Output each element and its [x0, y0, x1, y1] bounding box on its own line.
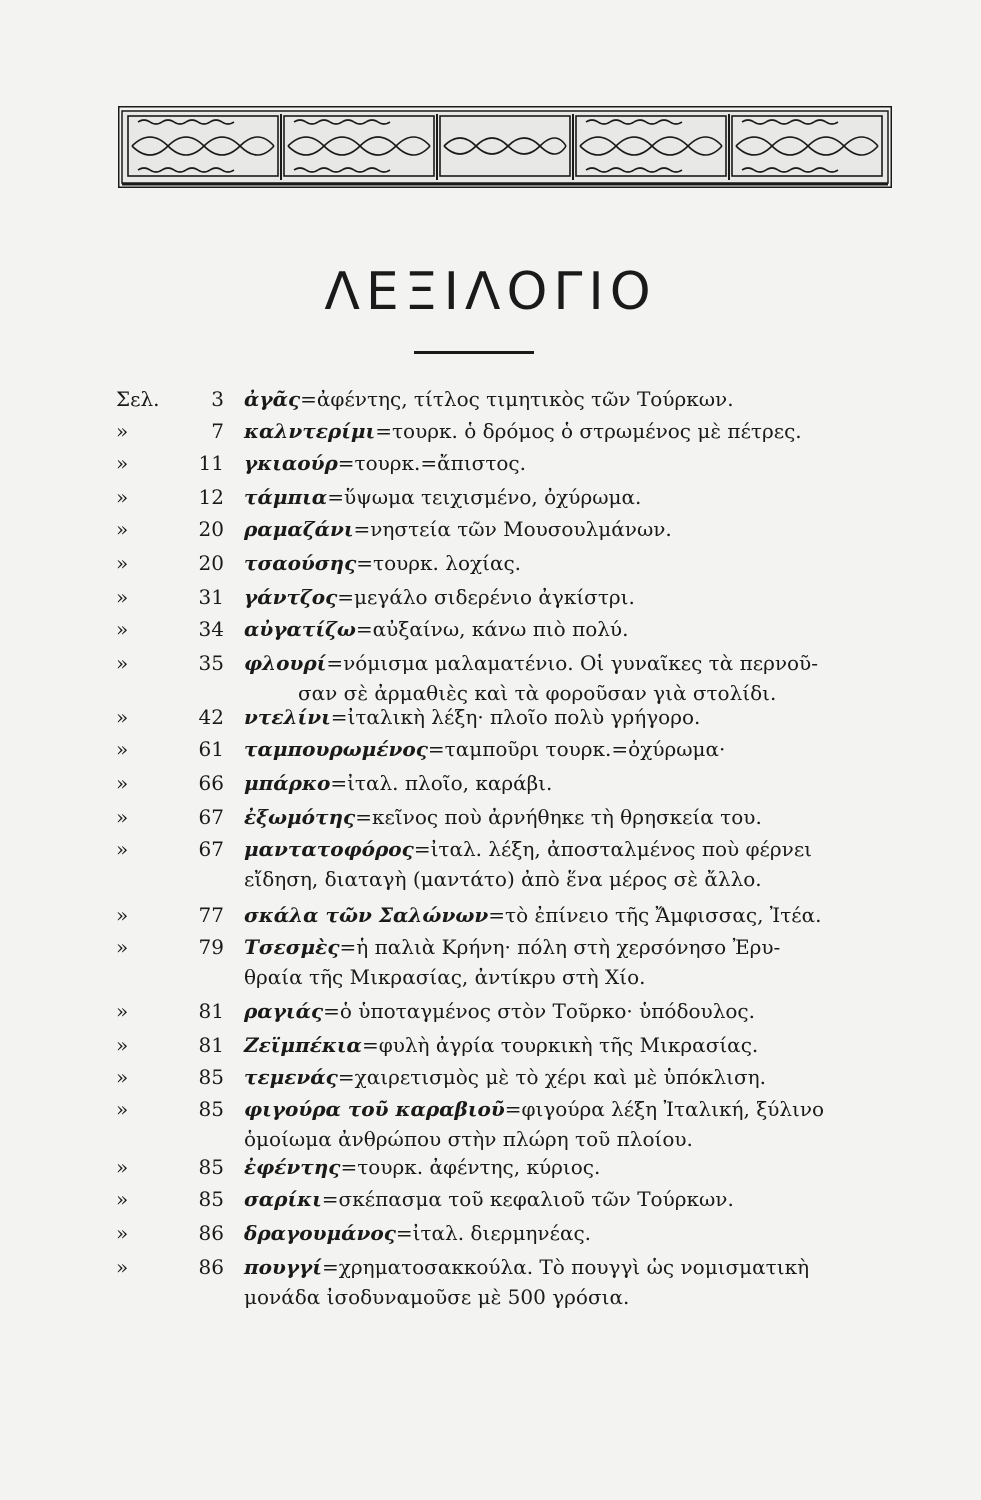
glossary-definition: =αὐξαίνω, κάνω πιὸ πολύ.	[355, 617, 629, 641]
ditto-marker: »	[116, 1155, 129, 1179]
glossary-term: σαρίκι	[244, 1187, 322, 1211]
glossary-term: τσαούσης	[244, 551, 357, 575]
page-number: 85	[198, 1097, 224, 1121]
page-number: 20	[198, 517, 224, 541]
entry-line	[244, 836, 812, 862]
page-number: 20	[198, 551, 224, 575]
glossary-term: μαντατοφόρος	[244, 837, 414, 861]
glossary-definition: =ἡ παλιὰ Κρήνη· πόλη στὴ χερσόνησο Ἐρυ-	[339, 935, 781, 959]
glossary-term: γκιαούρ	[244, 451, 338, 475]
entry-line	[244, 902, 822, 928]
page-number: 85	[198, 1155, 224, 1179]
glossary-definition: =τουρκ.=ἄπιστος.	[337, 451, 526, 475]
entry-line	[244, 450, 526, 476]
ditto-marker: »	[116, 705, 129, 729]
glossary-term: γάντζος	[244, 585, 338, 609]
entry-line	[244, 934, 780, 960]
ditto-marker: »	[116, 771, 129, 795]
glossary-term: φιγούρα τοῦ καραβιοῦ	[244, 1097, 505, 1121]
glossary-definition: =ἰταλ. πλοῖο, καράβι.	[330, 771, 553, 795]
glossary-definition: =ὁ ὑποταγμένος στὸν Τοῦρκο· ὑπόδουλος.	[323, 999, 755, 1023]
entry-line	[244, 770, 552, 796]
glossary-definition: =ὕψωμα τειχισμένο, ὀχύρωμα.	[327, 485, 642, 509]
page-number: 86	[198, 1221, 224, 1245]
page-number: 79	[198, 935, 224, 959]
ditto-marker: »	[116, 651, 129, 675]
glossary-term: Τσεσμὲς	[244, 935, 340, 959]
definition-continuation: εἴδηση, διαταγὴ (μαντάτο) ἀπὸ ἕνα μέρος σὲ ἄλλο.	[244, 867, 762, 891]
ditto-marker: »	[116, 1065, 129, 1089]
glossary-term: φλουρί	[244, 651, 327, 675]
ditto-marker: »	[116, 805, 129, 829]
page-number: 81	[198, 999, 224, 1023]
ditto-marker: »	[116, 517, 129, 541]
entry-line	[244, 616, 628, 642]
glossary-definition: =ἰταλικὴ λέξη· πλοῖο πολὺ γρήγορο.	[330, 705, 701, 729]
glossary-definition: =ἰταλ. λέξη, ἀποσταλμένος ποὺ φέρνει	[413, 837, 813, 861]
ditto-marker: »	[116, 903, 129, 927]
entry-line	[244, 804, 762, 830]
entry-line	[244, 418, 802, 444]
entry-line	[244, 1064, 766, 1090]
ditto-marker: »	[116, 935, 129, 959]
page-number: 81	[198, 1033, 224, 1057]
page-number: 12	[198, 485, 224, 509]
glossary-term: μπάρκο	[244, 771, 331, 795]
glossary-term: Ζεϊμπέκια	[244, 1033, 362, 1057]
glossary-term: ραγιάς	[244, 999, 324, 1023]
ditto-marker: »	[116, 419, 129, 443]
glossary-definition: =μεγάλο σιδερένιο ἀγκίστρι.	[337, 585, 635, 609]
entry-line	[244, 1154, 600, 1180]
ditto-marker: »	[116, 485, 129, 509]
ditto-marker: Σελ.	[116, 387, 160, 411]
glossary-term: ἐξωμότης	[244, 805, 356, 829]
page-number: 85	[198, 1065, 224, 1089]
ditto-marker: »	[116, 837, 129, 861]
ditto-marker: »	[116, 737, 129, 761]
page-number: 34	[198, 617, 224, 641]
page-number: 85	[198, 1187, 224, 1211]
glossary-term: σκάλα τῶν Σαλώνων	[244, 903, 489, 927]
glossary-term: τεμενάς	[244, 1065, 338, 1089]
ditto-marker: »	[116, 585, 129, 609]
glossary-definition: =τουρκ. ἀφέντης, κύριος.	[340, 1155, 601, 1179]
glossary-definition: =νόμισμα μαλαματένιο. Οἱ γυναῖκες τὰ περνοῦ-	[326, 651, 818, 675]
glossary-definition: =ταμποῦρι τουρκ.=ὀχύρωμα·	[427, 737, 726, 761]
glossary-definition: =ἀφέντης, τίτλος τιμητικὸς τῶν Τούρκων.	[300, 387, 734, 411]
entry-line	[244, 386, 734, 412]
entry-line	[244, 650, 818, 676]
definition-continuation: μονάδα ἰσοδυναμοῦσε μὲ 500 γρόσια.	[244, 1285, 630, 1309]
page-number: 3	[211, 387, 224, 411]
glossary-definition: =νηστεία τῶν Μουσουλμάνων.	[353, 517, 672, 541]
glossary-definition: =φιγούρα λέξη Ἰταλική, ξύλινο	[504, 1097, 825, 1121]
page-number: 35	[198, 651, 224, 675]
entry-line	[244, 584, 635, 610]
page-number: 67	[198, 837, 224, 861]
ditto-marker: »	[116, 451, 129, 475]
glossary-definition: =τουρκ. λοχίας.	[356, 551, 522, 575]
glossary-term: ραμαζάνι	[244, 517, 354, 541]
entry-line	[244, 1254, 809, 1280]
page-number: 77	[198, 903, 224, 927]
ditto-marker: »	[116, 617, 129, 641]
definition-continuation: θραία τῆς Μικρασίας, ἀντίκρυ στὴ Χίο.	[244, 965, 646, 989]
definition-continuation: ὁμοίωμα ἀνθρώπου στὴν πλώρη τοῦ πλοίου.	[244, 1127, 693, 1151]
glossary-term: ἀγᾶς	[244, 387, 301, 411]
glossary-term: ταμπουρωμένος	[244, 737, 428, 761]
entry-line	[244, 550, 521, 576]
glossary-term: τάμπια	[244, 485, 328, 509]
definition-continuation: σαν σὲ ἀρμαθιὲς καὶ τὰ φοροῦσαν γιὰ στολίδι.	[298, 681, 777, 705]
page-number: 61	[198, 737, 224, 761]
ditto-marker: »	[116, 1033, 129, 1057]
glossary-definition: =τὸ ἐπίνειο τῆς Ἄμφισσας, Ἰτέα.	[488, 903, 822, 927]
glossary-term: δραγουμάνος	[244, 1221, 396, 1245]
ditto-marker: »	[116, 1255, 129, 1279]
entry-line	[244, 1032, 758, 1058]
ditto-marker: »	[116, 999, 129, 1023]
ditto-marker: »	[116, 551, 129, 575]
entry-line	[244, 1096, 824, 1122]
ditto-marker: »	[116, 1221, 129, 1245]
glossary-term: πουγγί	[244, 1255, 322, 1279]
entry-line	[244, 704, 700, 730]
glossary-definition: =χρηματοσακκούλα. Τὸ πουγγὶ ὡς νομισματικὴ	[321, 1255, 810, 1279]
glossary-definition: =κεῖνος ποὺ ἀρνήθηκε τὴ θρησκεία του.	[355, 805, 762, 829]
entry-line	[244, 484, 641, 510]
glossary-term: αὐγατίζω	[244, 617, 356, 641]
entry-line	[244, 736, 725, 762]
page-number: 67	[198, 805, 224, 829]
glossary-term: ντελίνι	[244, 705, 331, 729]
glossary-definition: =σκέπασμα τοῦ κεφαλιοῦ τῶν Τούρκων.	[321, 1187, 734, 1211]
page-title: ΛΕΞΙΛΟΓΙΟ	[324, 262, 657, 322]
entry-line	[244, 1186, 734, 1212]
entry-line	[244, 998, 755, 1024]
page-number: 42	[198, 705, 224, 729]
glossary-definition: =χαιρετισμὸς μὲ τὸ χέρι καὶ μὲ ὑπόκλιση.	[337, 1065, 766, 1089]
glossary-term: καλντερίμι	[244, 419, 376, 443]
entry-line	[244, 1220, 591, 1246]
glossary-definition: =φυλὴ ἀγρία τουρκικὴ τῆς Μικρασίας.	[361, 1033, 759, 1057]
entry-line	[244, 516, 672, 542]
glossary-definition: =ἰταλ. διερμηνέας.	[395, 1221, 592, 1245]
page-number: 66	[198, 771, 224, 795]
glossary-term: ἐφέντης	[244, 1155, 341, 1179]
page-number: 31	[198, 585, 224, 609]
page-number: 11	[198, 451, 224, 475]
ditto-marker: »	[116, 1187, 129, 1211]
page-number: 7	[211, 419, 224, 443]
glossary-definition: =τουρκ. ὁ δρόμος ὁ στρωμένος μὲ πέτρες.	[375, 419, 802, 443]
page-number: 86	[198, 1255, 224, 1279]
ditto-marker: »	[116, 1097, 129, 1121]
